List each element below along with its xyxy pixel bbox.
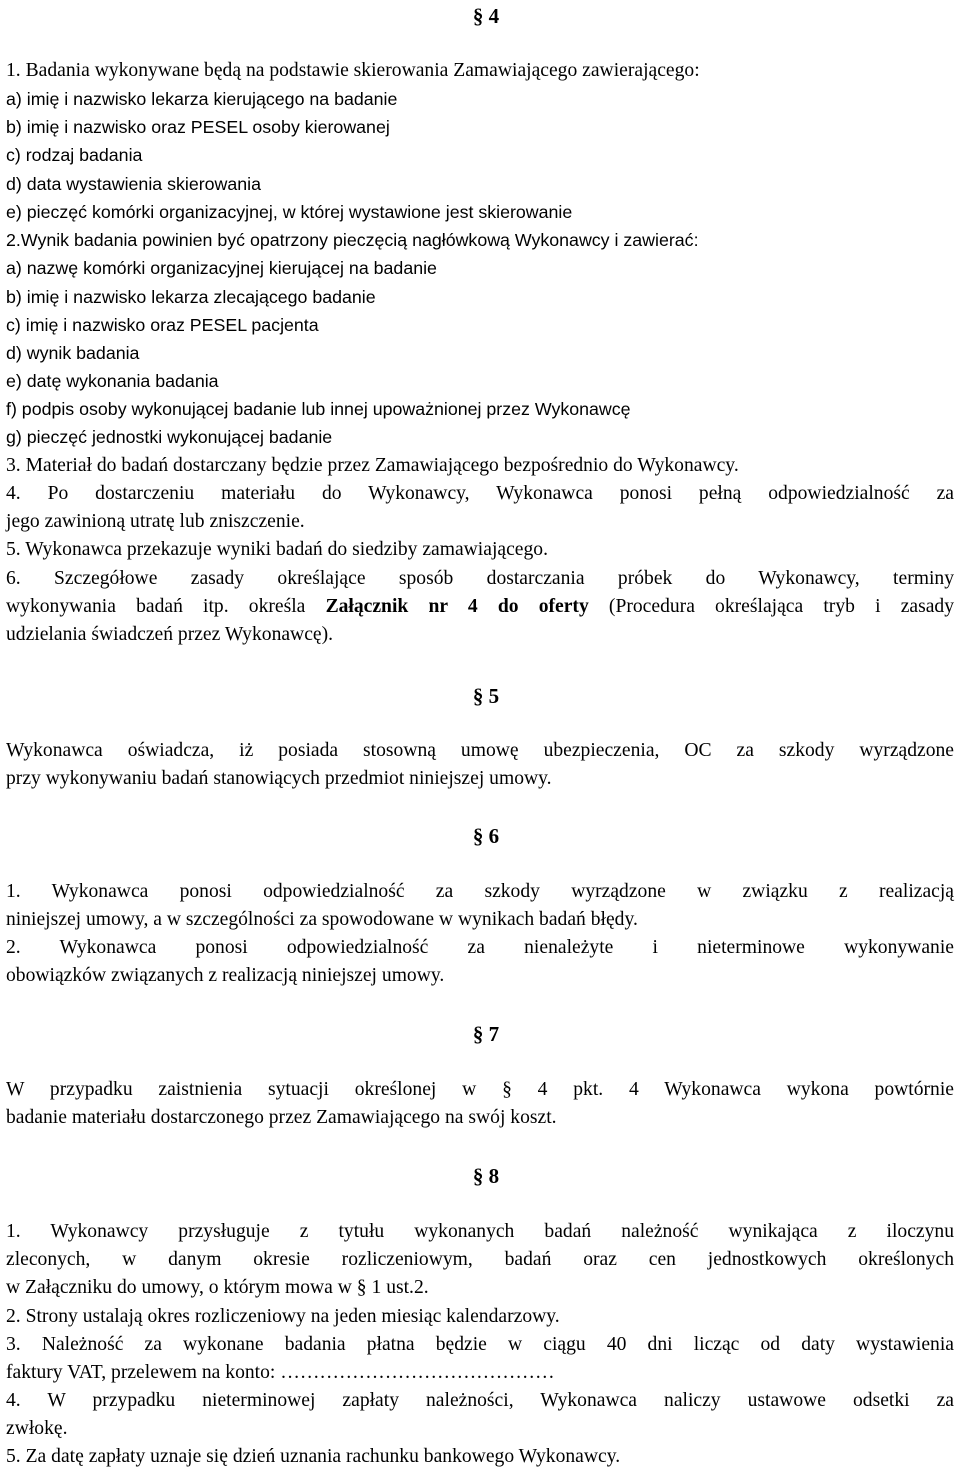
paragraph-line-justified: [6, 480, 954, 508]
justified-text: W przypadku zaistnienia sytuacji określonej w § 4 pkt. 4 Wykonawca wykona powtórnie: [6, 1079, 954, 1100]
justified-text: 1. Wykonawcy przysługuje z tytułu wykonanych badań należność wynikająca z iloczynu: [6, 1221, 954, 1242]
paragraph-line: udzielania świadczeń przez Wykonawcę).: [6, 624, 334, 645]
paragraph-line-justified: [6, 1246, 954, 1274]
paragraph-line: przy wykonywaniu badań stanowiących przedmiot niniejszej umowy.: [6, 768, 552, 789]
justified-text: 4. W przypadku nieterminowej zapłaty należności, Wykonawca naliczy ustawowe odsetki za: [6, 1390, 954, 1411]
paragraph-line: 5. Za datę zapłaty uznaje się dzień uznania rachunku bankowego Wykonawcy.: [6, 1446, 621, 1467]
justified-text: 6. Szczegółowe zasady określające sposób dostarczania próbek do Wykonawcy, terminy: [6, 568, 954, 589]
paragraph-line: 3. Materiał do badań dostarczany będzie przez Zamawiającego bezpośrednio do Wykonawcy.: [6, 455, 739, 476]
justified-text: 1. Wykonawca ponosi odpowiedzialność za szkody wyrządzone w związku z realizacją: [6, 881, 954, 902]
paragraph-line-justified: [6, 593, 954, 621]
list-item: b) imię i nazwisko lekarza zlecającego badanie: [6, 287, 376, 307]
paragraph-line: badanie materiału dostarczonego przez Zamawiającego na swój koszt.: [6, 1107, 557, 1128]
paragraph-line: 2.Wynik badania powinien być opatrzony pieczęcią nagłówkową Wykonawcy i zawierać:: [6, 230, 699, 250]
paragraph-line-justified: [6, 878, 954, 906]
section-heading-4: § 4: [472, 4, 500, 28]
paragraph-line: jego zawinioną utratę lub zniszczenie.: [6, 511, 305, 532]
paragraph-line-justified: [6, 934, 954, 962]
justified-text: Wykonawca oświadcza, iż posiada stosowną umowę ubezpieczenia, OC za szkody wyrządzone: [6, 740, 954, 761]
paragraph-line-justified: [6, 1331, 954, 1359]
text-run: (Procedura określająca tryb i zasady: [588, 596, 955, 617]
section-heading-5: § 5: [472, 684, 500, 708]
paragraph-line: zwłokę.: [6, 1418, 68, 1439]
section-heading-6: § 6: [472, 824, 500, 848]
paragraph-line: 1. Badania wykonywane będą na podstawie skierowania Zamawiającego zawierającego:: [6, 60, 700, 81]
list-item: b) imię i nazwisko oraz PESEL osoby kierowanej: [6, 117, 390, 137]
paragraph-line: niniejszej umowy, a w szczególności za spowodowane w wynikach badań błędy.: [6, 909, 638, 930]
paragraph-line: obowiązków związanych z realizacją niniejszej umowy.: [6, 965, 445, 986]
list-item: c) imię i nazwisko oraz PESEL pacjenta: [6, 315, 319, 335]
justified-text: [6, 596, 954, 617]
paragraph-line-justified: [6, 737, 954, 765]
paragraph-line-justified: [6, 1218, 954, 1246]
paragraph-line-justified: [6, 565, 954, 593]
section-heading-7: § 7: [472, 1022, 500, 1046]
list-item: g) pieczęć jednostki wykonującej badanie: [6, 427, 333, 447]
justified-text: zleconych, w danym okresie rozliczeniowym, badań oraz cen jednostkowych określonych: [6, 1249, 954, 1270]
list-item: e) pieczęć komórki organizacyjnej, w której wystawione jest skierowanie: [6, 202, 573, 222]
list-item: d) data wystawienia skierowania: [6, 174, 261, 194]
attachment-reference: Załącznik nr 4 do oferty: [325, 596, 589, 617]
list-item: f) podpis osoby wykonującej badanie lub innej upoważnionej przez Wykonawcę: [6, 399, 631, 419]
justified-text: 3. Należność za wykonane badania płatna będzie w ciągu 40 dni licząc od daty wystawienia: [6, 1334, 954, 1355]
justified-text: 4. Po dostarczeniu materiału do Wykonawcy, Wykonawca ponosi pełną odpowiedzialność za: [6, 483, 954, 504]
paragraph-line-justified: [6, 1076, 954, 1104]
paragraph-line: w Załączniku do umowy, o którym mowa w § 1 ust.2.: [6, 1277, 429, 1298]
paragraph-line: 5. Wykonawca przekazuje wyniki badań do siedziby zamawiającego.: [6, 539, 548, 560]
list-item: c) rodzaj badania: [6, 145, 143, 165]
paragraph-line-justified: [6, 1387, 954, 1415]
section-heading-8: § 8: [472, 1164, 500, 1188]
list-item: a) imię i nazwisko lekarza kierującego na badanie: [6, 89, 398, 109]
list-item: e) datę wykonania badania: [6, 371, 219, 391]
paragraph-line: faktury VAT, przelewem na konto: ……………………………………: [6, 1362, 555, 1383]
list-item: d) wynik badania: [6, 343, 140, 363]
justified-text: 2. Wykonawca ponosi odpowiedzialność za nienależyte i nieterminowe wykonywanie: [6, 937, 954, 958]
list-item: a) nazwę komórki organizacyjnej kierującej na badanie: [6, 258, 437, 278]
text-run: wykonywania badań itp. określa: [6, 596, 326, 617]
paragraph-line: 2. Strony ustalają okres rozliczeniowy na jeden miesiąc kalendarzowy.: [6, 1306, 560, 1327]
